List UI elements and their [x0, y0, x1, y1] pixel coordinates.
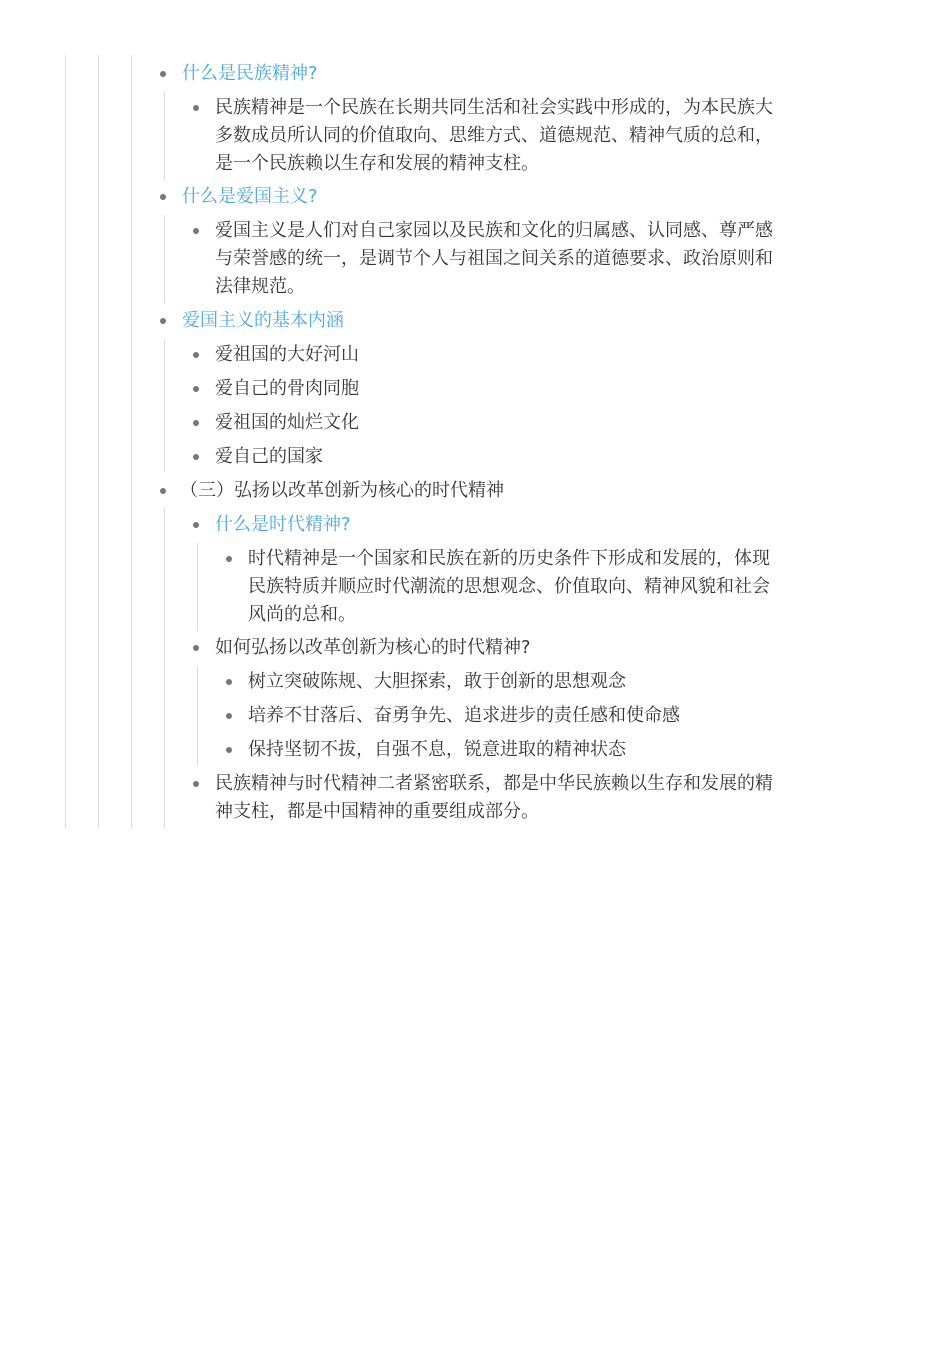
- outline-item-patriotism-content-title[interactable]: 爱国主义的基本内涵: [182, 310, 344, 331]
- paragraph-line: 民族精神是一个民族在长期共同生活和社会实践中形成的，为本民族大: [215, 97, 773, 118]
- bullet-icon: [193, 228, 199, 234]
- bullet-icon: [193, 352, 199, 358]
- bullet-icon: [226, 713, 232, 719]
- bullet-icon: [193, 420, 199, 426]
- list-item[interactable]: 爱祖国的大好河山: [215, 344, 359, 365]
- outline-item-national-spirit-definition[interactable]: [215, 94, 773, 178]
- bullet-icon: [193, 386, 199, 392]
- bullet-icon: [193, 522, 199, 528]
- paragraph-line: 与荣誉感的统一，是调节个人与祖国之间关系的道德要求、政治原则和: [215, 248, 773, 269]
- outline-item-patriotism-definition[interactable]: [215, 217, 773, 301]
- bullet-icon: [193, 781, 199, 787]
- bullet-icon: [193, 454, 199, 460]
- bullet-icon: [226, 679, 232, 685]
- outline-item-relation[interactable]: [215, 770, 773, 826]
- bullet-icon: [226, 556, 232, 562]
- paragraph-line: 法律规范。: [215, 276, 305, 297]
- paragraph-line: 时代精神是一个国家和民族在新的历史条件下形成和发展的，体现: [248, 548, 770, 569]
- paragraph-line: 神支柱，都是中国精神的重要组成部分。: [215, 801, 539, 822]
- outline-item-era-spirit-question[interactable]: 什么是时代精神?: [215, 514, 351, 535]
- paragraph-line: 民族精神与时代精神二者紧密联系，都是中华民族赖以生存和发展的精: [215, 773, 773, 794]
- outline-item-section-three[interactable]: （三）弘扬以改革创新为核心的时代精神: [180, 480, 504, 501]
- paragraph-line: 是一个民族赖以生存和发展的精神支柱。: [215, 153, 539, 174]
- outline-item-national-spirit-question[interactable]: 什么是民族精神?: [182, 63, 318, 84]
- list-item[interactable]: 爱自己的国家: [215, 446, 323, 467]
- paragraph-line: 风尚的总和。: [248, 604, 356, 625]
- list-item[interactable]: 保持坚韧不拔，自强不息，锐意进取的精神状态: [248, 739, 626, 760]
- list-item[interactable]: 爱自己的骨肉同胞: [215, 378, 359, 399]
- list-item[interactable]: 树立突破陈规、大胆探索，敢于创新的思想观念: [248, 671, 626, 692]
- bullet-icon: [226, 747, 232, 753]
- outline-item-era-spirit-definition[interactable]: [248, 545, 770, 629]
- bullet-icon: [193, 105, 199, 111]
- bullet-icon: [160, 194, 166, 200]
- bullet-icon: [160, 71, 166, 77]
- paragraph-line: 多数成员所认同的价值取向、思维方式、道德规范、精神气质的总和，: [215, 125, 773, 146]
- list-item[interactable]: 爱祖国的灿烂文化: [215, 412, 359, 433]
- list-item[interactable]: 培养不甘落后、奋勇争先、追求进步的责任感和使命感: [248, 705, 680, 726]
- bullet-icon: [193, 645, 199, 651]
- paragraph-line: 爱国主义是人们对自己家园以及民族和文化的归属感、认同感、尊严感: [215, 220, 773, 241]
- outline-item-patriotism-question[interactable]: 什么是爱国主义?: [182, 186, 318, 207]
- outline-item-how-promote[interactable]: 如何弘扬以改革创新为核心的时代精神?: [215, 637, 531, 658]
- bullet-icon: [160, 318, 166, 324]
- paragraph-line: 民族特质并顺应时代潮流的思想观念、价值取向、精神风貌和社会: [248, 576, 770, 597]
- bullet-icon: [160, 488, 166, 494]
